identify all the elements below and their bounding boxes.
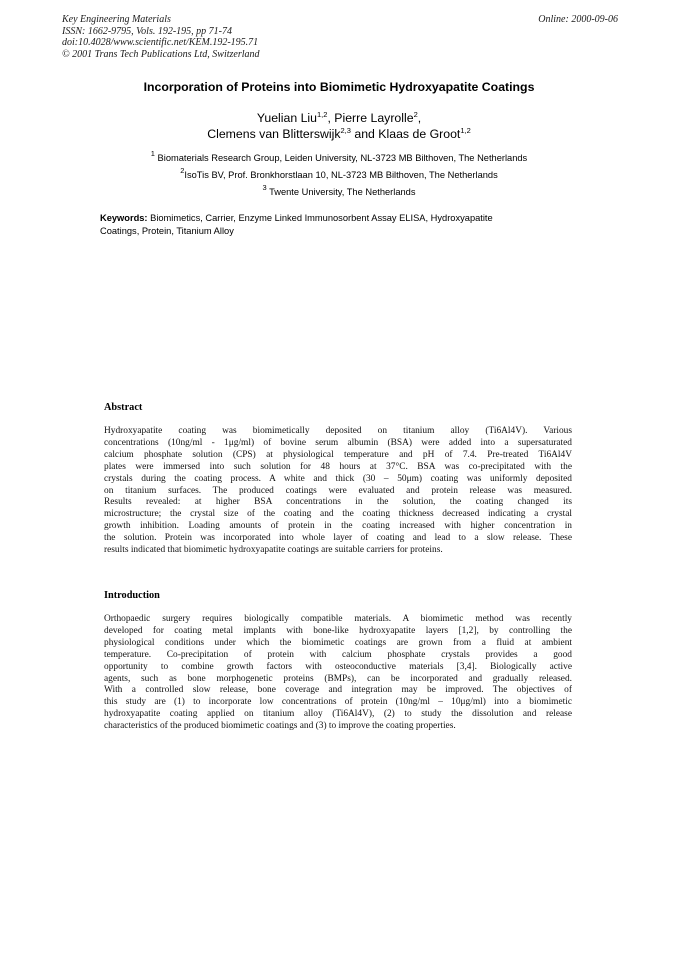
author-name: Klaas de Groot	[378, 127, 461, 141]
keywords-label: Keywords:	[100, 213, 148, 223]
introduction-line: hydroxyapatite coating applied on titanium alloy (Ti6Al4V), (2) to study the dissolution and release	[104, 709, 572, 720]
introduction-line: physiological conditions under which the biomimetic coatings are grown from a fluid at ambient	[104, 637, 572, 648]
introduction-line: opportunity to combine growth factors with osteoconductive materials [3,4]. Biologically active	[104, 661, 572, 672]
introduction-line: agents, such as bone morphogenetic proteins (BMPs), can be incorporated and gradually released.	[104, 673, 572, 684]
keywords-block	[100, 212, 570, 237]
author-list	[0, 110, 678, 142]
author-name: Clemens van Blitterswijk	[207, 127, 341, 141]
introduction-body	[104, 614, 572, 733]
introduction-line: characteristics of the produced biomimetic coatings and (3) to improve the coating properties.	[104, 721, 456, 732]
affiliation-text: Twente University, The Netherlands	[269, 187, 416, 197]
author-separator: ,	[327, 111, 335, 125]
affiliation-list	[0, 150, 678, 201]
affiliation-mark: 3	[262, 183, 267, 192]
introduction-line: With a controlled slow release, bone coverage and integration may be improved. The objectives of	[104, 685, 572, 696]
affiliation-text: IsoTis BV, Prof. Bronkhorstlaan 10, NL-3723 MB Bilthoven, The Netherlands	[184, 170, 498, 180]
affiliation-text: Biomaterials Research Group, Leiden University, NL-3723 MB Bilthoven, The Netherlands	[157, 153, 528, 163]
abstract-line: calcium phosphate solution (CPS) at physiological temperature and pH of 7.4. Pre-treated Ti6Al4V	[104, 449, 572, 460]
introduction-line: this study are (1) to incorporate low concentrations of protein (10ng/ml – 10μg/ml) into a biomimetic	[104, 697, 572, 708]
introduction-line: developed for coating metal implants with bone-like hydroxyapatite layers [1,2], by controlling the	[104, 625, 572, 636]
paper-title: Incorporation of Proteins into Biomimetic Hydroxyapatite Coatings	[143, 80, 535, 94]
abstract-line: on titanium surfaces. The produced coatings were evaluated and protein release was measured.	[104, 485, 572, 496]
author-affiliation-mark: 1,2	[317, 110, 328, 119]
author-name: Pierre Layrolle	[334, 111, 414, 125]
author-affiliation-mark: 1,2	[460, 126, 471, 135]
abstract-line: Hydroxyapatite coating was biomimetically deposited on titanium alloy (Ti6Al4V). Various	[104, 426, 572, 436]
affiliation-mark: 1	[150, 149, 155, 158]
abstract-line: crystals during the coating process. A white and thick (30 – 50μm) coating was uniformly deposited	[104, 473, 572, 484]
introduction-line: temperature. Co-precipitation of protein with calcium phosphate crystals provides a good	[104, 649, 572, 660]
affiliation	[0, 184, 678, 201]
abstract-line: microstructure; the crystal size of the coating and the coating thickness decreased indicating a crystal	[104, 509, 572, 520]
author-name: Yuelian Liu	[256, 111, 317, 125]
journal-name: Key Engineering Materials	[62, 14, 171, 25]
keywords-text-continued: Coatings, Protein, Titanium Alloy	[100, 225, 234, 236]
issn-line: ISSN: 1662-9795, Vols. 192-195, pp 71-74	[62, 25, 232, 37]
abstract-line: results indicated that biomimetic hydroxyapatite coatings are suitable carriers for proteins.	[104, 545, 443, 556]
introduction-line: Orthopaedic surgery requires biologically compatible materials. A biomimetic method was recently	[104, 614, 572, 624]
online-date: Online: 2000-09-06	[538, 14, 618, 25]
author-affiliation-mark: 2	[413, 110, 418, 119]
author-line-1	[0, 110, 678, 126]
abstract-line: plates were immersed into such solution for 48 hours at 37°C. BSA was co-precipitated with the	[104, 461, 572, 472]
abstract-line: concentrations (10ng/ml - 1μg/ml) of bovine serum albumin (BSA) were added into a supersaturated	[104, 437, 572, 448]
keywords-text: Biomimetics, Carrier, Enzyme Linked Immunosorbent Assay ELISA, Hydroxyapatite	[147, 213, 493, 223]
author-affiliation-mark: 2,3	[340, 126, 351, 135]
introduction-heading: Introduction	[104, 590, 160, 601]
copyright-line: © 2001 Trans Tech Publications Ltd, Switzerland	[62, 48, 260, 60]
author-separator: ,	[417, 111, 422, 125]
author-separator: and	[350, 127, 379, 141]
affiliation	[0, 150, 678, 167]
affiliation-mark: 2	[180, 166, 185, 175]
abstract-heading: Abstract	[104, 402, 143, 413]
abstract-body	[104, 426, 572, 557]
author-line-2	[0, 126, 678, 142]
abstract-line: the solution. Protein was incorporated into whole layer of coating and lead to a slow release. These	[104, 533, 572, 544]
journal-header	[62, 14, 260, 60]
abstract-line: growth inhibition. Loading amounts of protein in the coating increased with higher concentration in	[104, 521, 572, 532]
doi-line: doi:10.4028/www.scientific.net/KEM.192-195.71	[62, 37, 259, 48]
abstract-line: Results revealed: at higher BSA concentrations in the solution, the coating changed its	[104, 497, 572, 508]
affiliation	[0, 167, 678, 184]
